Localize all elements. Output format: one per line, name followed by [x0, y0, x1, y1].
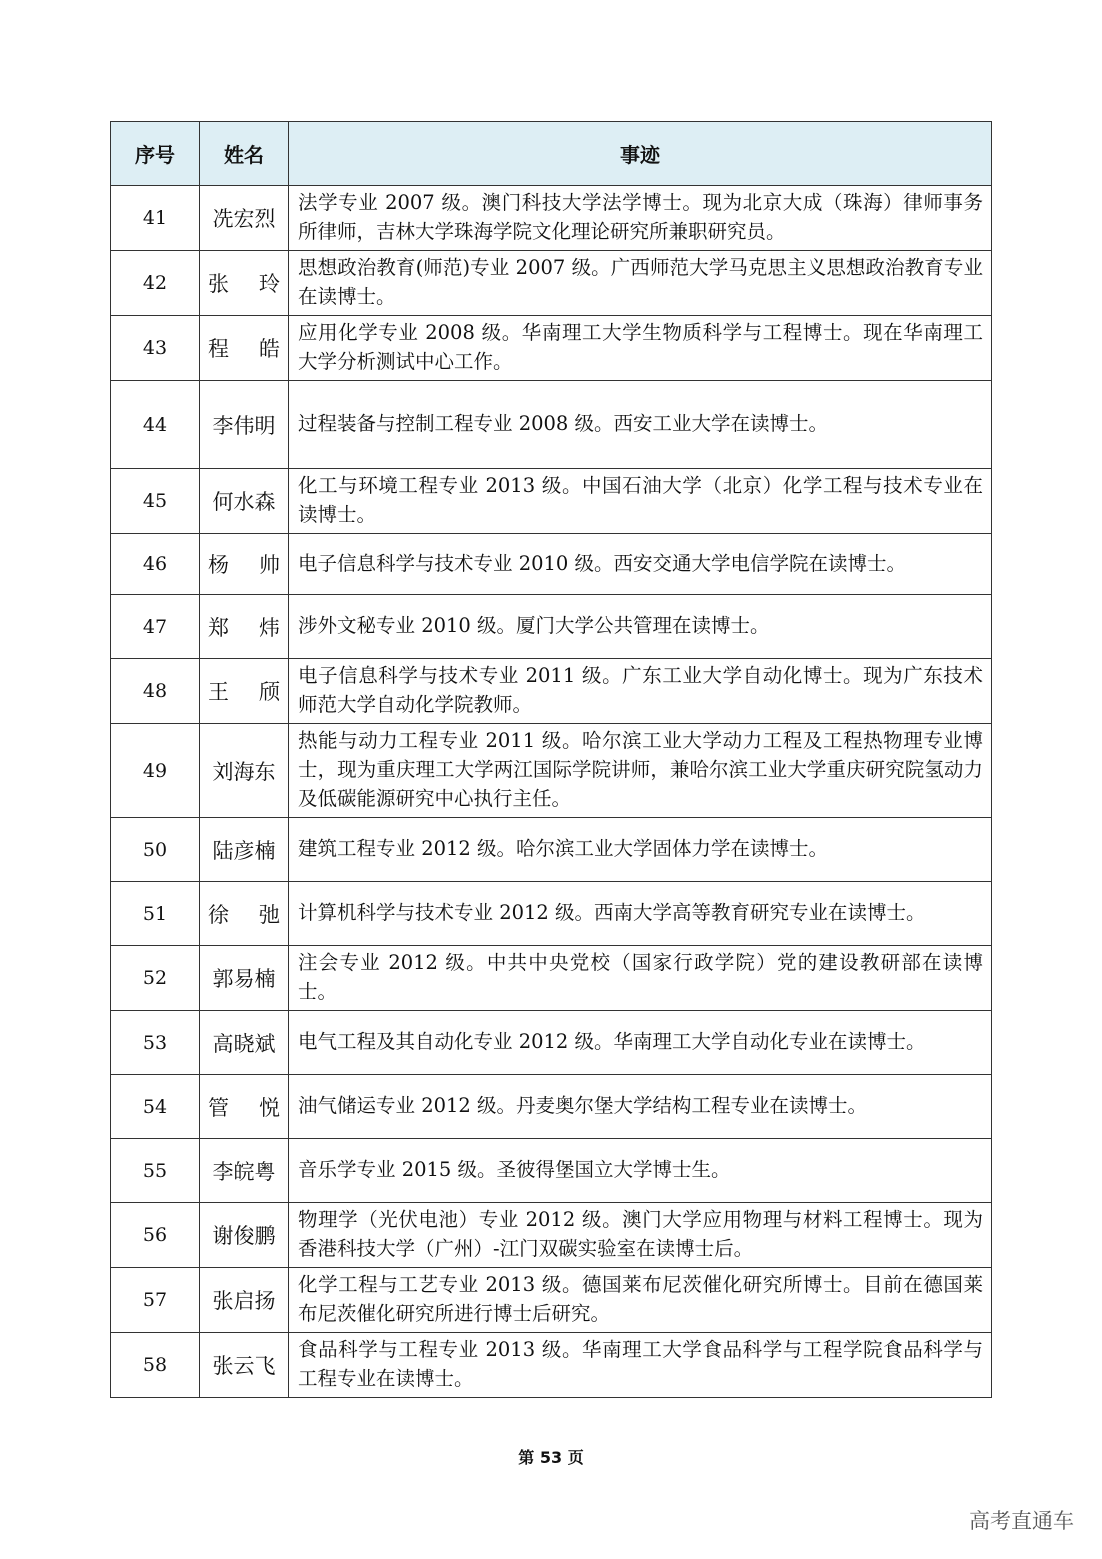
row-person-name: 张启扬 [212, 1289, 276, 1313]
row-deeds: 化学工程与工艺专业 2013 级。德国莱布尼茨催化研究所博士。目前在德国莱布尼茨催化研究所进行博士后研究。 [289, 1268, 992, 1333]
header-serial-number: 序号 [111, 122, 200, 186]
row-person-name: 程皓 [208, 337, 310, 361]
table-row [111, 882, 992, 946]
row-serial-number: 49 [111, 724, 200, 818]
row-person-name: 徐弛 [208, 902, 310, 927]
table-row [111, 251, 992, 316]
row-person-name: 李皖粤 [212, 1159, 276, 1184]
table-row [111, 186, 992, 251]
table-row [111, 595, 992, 659]
row-person-name: 管悦 [208, 1095, 310, 1120]
row-deeds: 热能与动力工程专业 2011 级。哈尔滨工业大学动力工程及工程热物理专业博士，现为重庆理工大学两江国际学院讲师，兼哈尔滨工业大学重庆研究院氢动力及低碳能源研究中心执行主任。 [289, 724, 992, 818]
row-person-name: 郑炜 [208, 615, 310, 640]
table-row [111, 1268, 992, 1333]
row-deeds: 电子信息科学与技术专业 2011 级。广东工业大学自动化博士。现为广东技术师范大学自动化学院教师。 [289, 659, 992, 724]
table-row [111, 469, 992, 534]
row-person-name: 王颀 [208, 680, 310, 704]
row-deeds: 涉外文秘专业 2010 级。厦门大学公共管理在读博士。 [289, 595, 992, 659]
row-serial-number: 56 [111, 1203, 200, 1268]
row-deeds: 应用化学专业 2008 级。华南理工大学生物质科学与工程博士。现在华南理工大学分析测试中心工作。 [289, 316, 992, 381]
table-row [111, 1075, 992, 1139]
row-person-name: 郭易楠 [212, 967, 276, 991]
row-serial-number: 45 [111, 469, 200, 534]
table-row [111, 1139, 992, 1203]
row-deeds: 法学专业 2007 级。澳门科技大学法学博士。现为北京大成（珠海）律师事务所律师，吉林大学珠海学院文化理论研究所兼职研究员。 [289, 186, 992, 251]
table-row [111, 381, 992, 469]
row-person-name: 高晓斌 [212, 1031, 276, 1056]
row-serial-number: 48 [111, 659, 200, 724]
row-serial-number: 50 [111, 818, 200, 882]
row-deeds: 物理学（光伏电池）专业 2012 级。澳门大学应用物理与材料工程博士。现为香港科技大学（广州）-江门双碳实验室在读博士后。 [289, 1203, 992, 1268]
page-number: 第 53 页 [518, 1448, 584, 1467]
row-serial-number: 52 [111, 946, 200, 1011]
row-person-name: 张玲 [208, 272, 310, 296]
honors-table [110, 121, 992, 1398]
row-deeds: 食品科学与工程专业 2013 级。华南理工大学食品科学与工程学院食品科学与工程专业在读博士。 [289, 1333, 992, 1398]
row-deeds: 注会专业 2012 级。中共中央党校（国家行政学院）党的建设教研部在读博士。 [289, 946, 992, 1011]
row-person-name: 何水森 [212, 490, 276, 514]
table-row [111, 1203, 992, 1268]
row-serial-number: 53 [111, 1011, 200, 1075]
row-deeds: 建筑工程专业 2012 级。哈尔滨工业大学固体力学在读博士。 [289, 818, 992, 882]
row-serial-number: 42 [111, 251, 200, 316]
row-deeds: 电子信息科学与技术专业 2010 级。西安交通大学电信学院在读博士。 [289, 534, 992, 595]
row-deeds: 音乐学专业 2015 级。圣彼得堡国立大学博士生。 [289, 1139, 992, 1203]
table-row [111, 1011, 992, 1075]
table-row [111, 659, 992, 724]
row-serial-number: 46 [111, 534, 200, 595]
row-person-name: 冼宏烈 [212, 207, 276, 231]
row-serial-number: 55 [111, 1139, 200, 1203]
row-deeds: 油气储运专业 2012 级。丹麦奥尔堡大学结构工程专业在读博士。 [289, 1075, 992, 1139]
table-row [111, 316, 992, 381]
row-person-name: 陆彦楠 [212, 838, 276, 863]
table-row [111, 946, 992, 1011]
row-serial-number: 57 [111, 1268, 200, 1333]
row-person-name: 谢俊鹏 [212, 1224, 276, 1248]
row-person-name: 杨帅 [208, 553, 310, 577]
row-person-name: 张云飞 [212, 1354, 276, 1378]
row-deeds: 过程装备与控制工程专业 2008 级。西安工业大学在读博士。 [289, 381, 992, 469]
row-serial-number: 54 [111, 1075, 200, 1139]
row-deeds: 电气工程及其自动化专业 2012 级。华南理工大学自动化专业在读博士。 [289, 1011, 992, 1075]
row-serial-number: 58 [111, 1333, 200, 1398]
row-deeds: 思想政治教育(师范)专业 2007 级。广西师范大学马克思主义思想政治教育专业在读博士。 [289, 251, 992, 316]
row-serial-number: 43 [111, 316, 200, 381]
row-person-name: 刘海东 [212, 759, 276, 784]
row-serial-number: 41 [111, 186, 200, 251]
row-serial-number: 44 [111, 381, 200, 469]
row-person-name: 李伟明 [212, 413, 276, 438]
header-name: 姓名 [200, 122, 289, 186]
table-row [111, 818, 992, 882]
table-row [111, 724, 992, 818]
row-deeds: 化工与环境工程专业 2013 级。中国石油大学（北京）化学工程与技术专业在读博士。 [289, 469, 992, 534]
row-serial-number: 51 [111, 882, 200, 946]
table-row [111, 534, 992, 595]
row-serial-number: 47 [111, 595, 200, 659]
table-row [111, 1333, 992, 1398]
row-deeds: 计算机科学与技术专业 2012 级。西南大学高等教育研究专业在读博士。 [289, 882, 992, 946]
header-deeds: 事迹 [289, 122, 992, 186]
table-header-row [111, 122, 992, 186]
watermark-text: 高考直通车 [969, 1509, 1074, 1533]
